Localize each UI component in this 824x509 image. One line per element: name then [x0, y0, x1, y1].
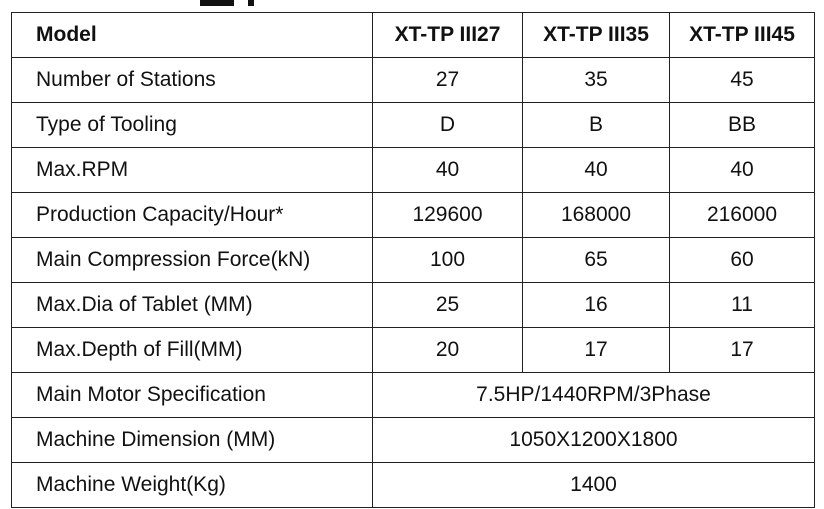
cell-value: 20 [373, 328, 523, 373]
row-label: Production Capacity/Hour* [12, 193, 373, 238]
cell-value: 17 [670, 328, 815, 373]
row-label: Machine Weight(Kg) [12, 463, 373, 508]
table-row-merged [12, 418, 815, 463]
merged-cell-value: 1400 [373, 463, 815, 508]
row-label: Main Compression Force(kN) [12, 238, 373, 283]
table-row [12, 103, 815, 148]
cell-value: 17 [523, 328, 670, 373]
cell-value: B [523, 103, 670, 148]
cell-value: BB [670, 103, 815, 148]
cell-value: 216000 [670, 193, 815, 238]
row-label: Type of Tooling [12, 103, 373, 148]
model-header: Model [12, 13, 373, 58]
cell-value: D [373, 103, 523, 148]
table-row [12, 193, 815, 238]
cell-value: 25 [373, 283, 523, 328]
row-label: Machine Dimension (MM) [12, 418, 373, 463]
cell-value: 40 [373, 148, 523, 193]
cell-value: 45 [670, 58, 815, 103]
model-column-1: XT-TP III27 [373, 13, 523, 58]
table-row-merged [12, 463, 815, 508]
cell-value: 60 [670, 238, 815, 283]
cell-value: 129600 [373, 193, 523, 238]
table-row [12, 283, 815, 328]
cell-value: 27 [373, 58, 523, 103]
table-row [12, 238, 815, 283]
model-column-2: XT-TP III35 [523, 13, 670, 58]
row-label: Main Motor Specification [12, 373, 373, 418]
cropped-heading-fragment [0, 0, 824, 8]
row-label: Number of Stations [12, 58, 373, 103]
cell-value: 40 [523, 148, 670, 193]
cell-value: 11 [670, 283, 815, 328]
cell-value: 100 [373, 238, 523, 283]
table-row [12, 58, 815, 103]
specification-table [11, 12, 815, 508]
cell-value: 168000 [523, 193, 670, 238]
table-row-merged [12, 373, 815, 418]
model-column-3: XT-TP III45 [670, 13, 815, 58]
row-label: Max.Depth of Fill(MM) [12, 328, 373, 373]
table-row [12, 328, 815, 373]
cell-value: 40 [670, 148, 815, 193]
table-header-row [12, 13, 815, 58]
merged-cell-value: 1050X1200X1800 [373, 418, 815, 463]
table-row [12, 148, 815, 193]
cell-value: 65 [523, 238, 670, 283]
cell-value: 16 [523, 283, 670, 328]
merged-cell-value: 7.5HP/1440RPM/3Phase [373, 373, 815, 418]
row-label: Max.Dia of Tablet (MM) [12, 283, 373, 328]
row-label: Max.RPM [12, 148, 373, 193]
cell-value: 35 [523, 58, 670, 103]
